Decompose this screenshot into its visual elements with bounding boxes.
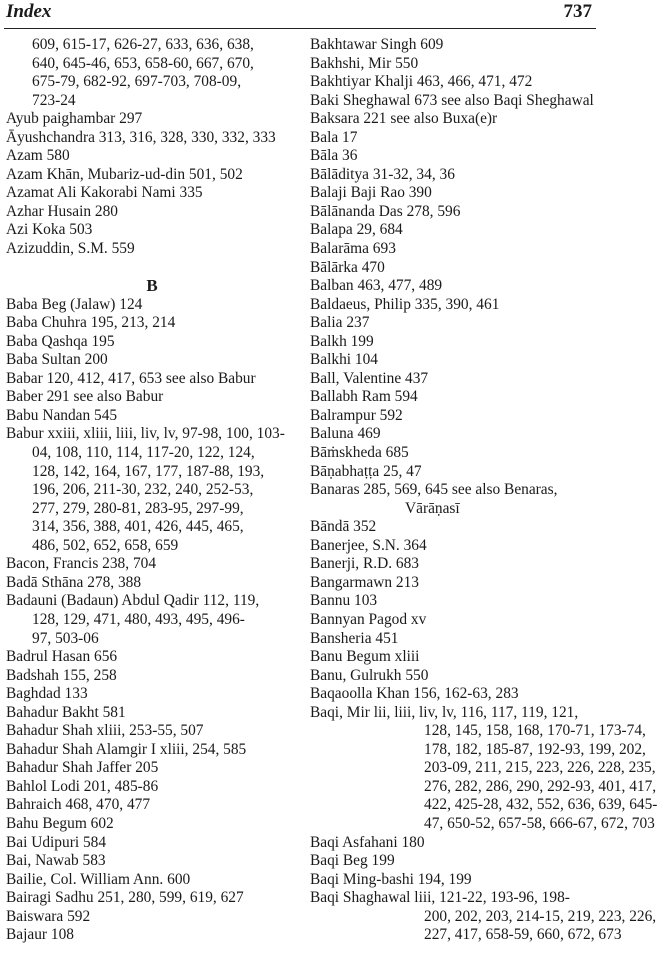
- index-entry: Ball, Valentine 437: [310, 369, 429, 387]
- index-entry-continuation: 675-79, 682-92, 697-703, 708-09,: [32, 73, 242, 91]
- index-entry-continuation: 314, 356, 388, 401, 426, 445, 465,: [32, 518, 244, 536]
- index-column-right: [310, 36, 657, 945]
- index-entry: Baber 291 see also Babur: [6, 388, 164, 406]
- index-entry: Bakhtawar Singh 609: [310, 36, 444, 53]
- index-entry-continuation: 128, 142, 164, 167, 177, 187-88, 193,: [32, 462, 265, 480]
- index-entry: Bahadur Shah Alamgir I xliii, 254, 585: [6, 740, 247, 758]
- index-entry: Bahadur Shah xliii, 253-55, 507: [6, 722, 204, 740]
- index-entry: Baba Chuhra 195, 213, 214: [6, 314, 176, 332]
- index-entry: Bannyan Pagod xv: [310, 610, 427, 628]
- index-entry-continuation: 276, 282, 286, 290, 292-93, 401, 417,: [424, 777, 657, 795]
- index-entry: Banerjee, S.N. 364: [310, 536, 427, 554]
- index-entry: Baba Beg (Jalaw) 124: [6, 295, 143, 313]
- index-entry: Bāndā 352: [310, 518, 377, 536]
- index-entry: Babu Nandan 545: [6, 406, 118, 424]
- index-entry: Balkh 199: [310, 332, 374, 350]
- index-entry: Bangarmawn 213: [310, 573, 419, 591]
- index-entry: Bajaur 108: [6, 926, 74, 944]
- index-entry: Bakhshi, Mir 550: [310, 54, 419, 72]
- index-entry: Baghdad 133: [6, 685, 88, 703]
- index-entry: Bālāditya 31-32, 34, 36: [310, 165, 455, 183]
- index-entry: Babur xxiii, xliii, liii, liv, lv, 97-98, 100, 103-: [6, 425, 285, 443]
- index-entry-continuation: 227, 417, 658-59, 660, 672, 673: [424, 926, 622, 944]
- index-entry: Bannu 103: [310, 592, 378, 610]
- index-entry: Bakhtiyar Khalji 463, 466, 471, 472: [310, 73, 533, 91]
- index-entry: Badshah 155, 258: [6, 666, 117, 684]
- index-entry: Ayub paighambar 297: [6, 110, 143, 128]
- index-entry-continuation: 203-09, 211, 215, 223, 226, 228, 235,: [424, 759, 656, 777]
- index-entry: Balarāma 693: [310, 240, 396, 258]
- index-entry-continuation: [6, 259, 298, 278]
- index-entry-continuation: 178, 182, 185-87, 192-93, 199, 202,: [424, 740, 646, 758]
- index-entry: Baqi Asfahani 180: [310, 833, 425, 851]
- index-entry: Bāṇabhaṭṭa 25, 47: [310, 462, 422, 480]
- index-entry-continuation: 97, 503-06: [32, 629, 99, 647]
- index-entry-continuation: 196, 206, 211-30, 232, 240, 252-53,: [32, 481, 254, 499]
- index-entry-continuation: 422, 425-28, 432, 552, 636, 639, 645-: [424, 796, 657, 814]
- page-header: [0, 0, 600, 30]
- index-entry: Bai Udipuri 584: [6, 833, 107, 851]
- index-entry: Baba Qashqa 195: [6, 332, 115, 350]
- running-head-title: Index: [6, 1, 52, 22]
- index-entry: Bahraich 468, 470, 477: [6, 796, 151, 814]
- section-letter-heading: B: [146, 276, 158, 296]
- index-entry: Azam 580: [6, 147, 70, 165]
- index-entry-continuation: 640, 645-46, 653, 658-60, 667, 670,: [32, 54, 254, 72]
- index-entry: Bāṁskheda 685: [310, 444, 409, 462]
- index-entry: Bahadur Shah Jaffer 205: [6, 759, 159, 777]
- index-entry: Āyushchandra 313, 316, 328, 330, 332, 333: [6, 128, 276, 146]
- index-entry-continuation: 128, 129, 471, 480, 493, 495, 496-: [32, 610, 245, 628]
- index-column-left: [6, 36, 298, 945]
- index-entry: Baqaoolla Khan 156, 162-63, 283: [310, 685, 519, 703]
- index-entry: Bālānanda Das 278, 596: [310, 202, 461, 220]
- index-entry: Bacon, Francis 238, 704: [6, 555, 157, 573]
- index-entry: Badā Sthāna 278, 388: [6, 573, 142, 591]
- index-entry: Balapa 29, 684: [310, 221, 403, 239]
- index-entry: Banu, Gulrukh 550: [310, 666, 429, 684]
- index-entry: Azizuddin, S.M. 559: [6, 240, 135, 258]
- index-entry: Bālārka 470: [310, 258, 385, 276]
- index-entry: Azam Khān, Mubariz-ud-din 501, 502: [6, 165, 243, 183]
- index-entry: Bahlol Lodi 201, 485-86: [6, 777, 159, 795]
- index-entry: Baqi Ming-bashi 194, 199: [310, 870, 472, 888]
- index-entry: Baksara 221 see also Buxa(e)r: [310, 110, 498, 128]
- index-entry-continuation: 04, 108, 110, 114, 117-20, 122, 124,: [32, 444, 255, 462]
- index-entry: Baki Sheghawal 673 see also Baqi Sheghawal: [310, 91, 594, 109]
- index-entry: Balban 463, 477, 489: [310, 277, 443, 295]
- index-entry: Balia 237: [310, 314, 370, 332]
- index-entry: Banerji, R.D. 683: [310, 555, 420, 573]
- index-entry-continuation: 128, 145, 158, 168, 170-71, 173-74,: [424, 722, 646, 740]
- index-entry-continuation: 609, 615-17, 626-27, 633, 636, 638,: [32, 36, 254, 53]
- index-entry: Azhar Husain 280: [6, 202, 118, 220]
- index-entry: Bāla 36: [310, 147, 358, 165]
- header-rule: [4, 28, 596, 29]
- page-number: 737: [563, 1, 592, 22]
- index-entry-continuation: 47, 650-52, 657-58, 666-67, 672, 703: [424, 814, 655, 832]
- index-entry: Banaras 285, 569, 645 see also Benaras,: [310, 481, 558, 499]
- index-entry: Baldaeus, Philip 335, 390, 461: [310, 295, 500, 313]
- index-entry: Bahu Begum 602: [6, 814, 114, 832]
- index-entry: Azi Koka 503: [6, 221, 93, 239]
- index-entry: Babar 120, 412, 417, 653 see also Babur: [6, 369, 256, 387]
- index-entry: Baba Sultan 200: [6, 351, 108, 369]
- index-entry: Badauni (Badaun) Abdul Qadir 112, 119,: [6, 592, 260, 610]
- index-entry: Badrul Hasan 656: [6, 648, 118, 666]
- index-entry: Baqi Beg 199: [310, 852, 395, 870]
- index-entry: Banu Begum xliii: [310, 648, 420, 666]
- index-entry: Balrampur 592: [310, 406, 403, 424]
- index-entry: Ballabh Ram 594: [310, 388, 418, 406]
- index-entry-continuation: 277, 279, 280-81, 283-95, 297-99,: [32, 499, 244, 517]
- index-entry-continuation: 200, 202, 203, 214-15, 219, 223, 226,: [424, 907, 657, 925]
- index-entry: Balaji Baji Rao 390: [310, 184, 432, 202]
- index-entry: Bailie, Col. William Ann. 600: [6, 870, 191, 888]
- index-entry: Azamat Ali Kakorabi Nami 335: [6, 184, 203, 202]
- index-entry: Bahadur Bakht 581: [6, 703, 126, 721]
- index-entry-continuation: Vārāṇasī: [405, 499, 460, 517]
- index-entry: Bairagi Sadhu 251, 280, 599, 619, 627: [6, 889, 244, 907]
- index-entry: Baqi Shaghawal liii, 121-22, 193-96, 198-: [310, 889, 570, 907]
- index-entry: Balkhi 104: [310, 351, 378, 369]
- index-entry: Baluna 469: [310, 425, 381, 443]
- index-entry: Bansheria 451: [310, 629, 399, 647]
- index-entry-continuation: 486, 502, 652, 658, 659: [32, 536, 179, 554]
- index-entry: Bai, Nawab 583: [6, 852, 106, 870]
- index-entry: Baqi, Mir lii, liii, liv, lv, 116, 117, 119, 121,: [310, 703, 579, 721]
- index-entry: Baiswara 592: [6, 907, 91, 925]
- index-entry: Bala 17: [310, 128, 358, 146]
- index-entry-continuation: 723-24: [32, 91, 76, 109]
